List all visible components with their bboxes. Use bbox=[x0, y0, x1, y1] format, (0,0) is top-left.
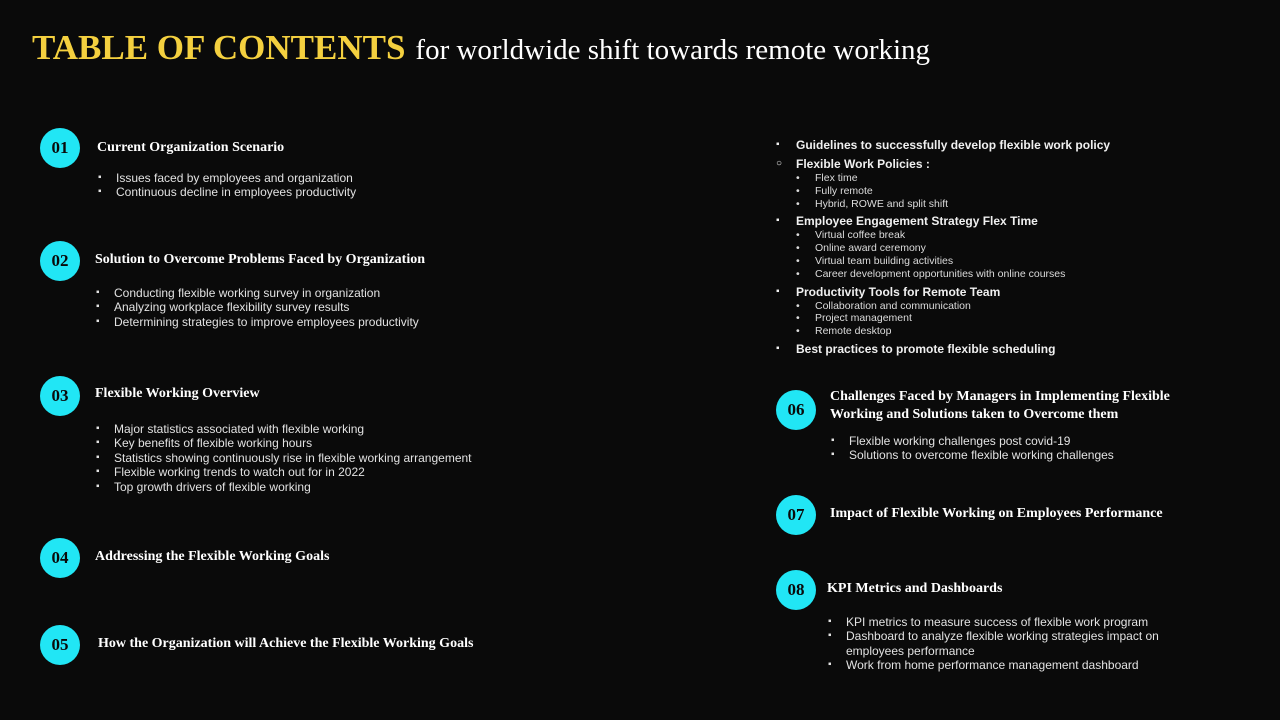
list-item: ▪ Key benefits of flexible working hours bbox=[96, 436, 472, 450]
section-number-01: 01 bbox=[40, 128, 80, 168]
outline-policies[interactable]: ○ Flexible Work Policies : bbox=[776, 157, 930, 171]
list-item: ▪ Flexible working trends to watch out for in 2022 bbox=[96, 465, 472, 479]
list-item: ▪ Work from home performance management dashboard bbox=[828, 658, 1168, 672]
list-item: • Remote desktop bbox=[815, 325, 1256, 338]
title-main: TABLE OF CONTENTS bbox=[32, 28, 406, 67]
section-number-07: 07 bbox=[776, 495, 816, 535]
list-item: ▪ Flexible working challenges post covid-19 bbox=[831, 434, 1114, 448]
list-item: ▪ Dashboard to analyze flexible working strategies impact on employees performance bbox=[828, 629, 1168, 658]
engagement-list bbox=[776, 229, 1256, 280]
section-heading-08[interactable]: KPI Metrics and Dashboards bbox=[827, 581, 1003, 596]
list-item: • Fully remote bbox=[815, 185, 1256, 198]
section-number-06: 06 bbox=[776, 390, 816, 430]
tools-list bbox=[776, 300, 1256, 338]
list-item: • Flex time bbox=[815, 172, 1256, 185]
list-item: ▪ Top growth drivers of flexible working bbox=[96, 480, 472, 494]
section-bullets-06 bbox=[831, 434, 1114, 463]
section-heading-05[interactable]: How the Organization will Achieve the Flexible Working Goals bbox=[98, 636, 474, 651]
list-item: ▪ Continuous decline in employees productivity bbox=[98, 185, 356, 199]
outline-best-practices[interactable]: ▪ Best practices to promote flexible scheduling bbox=[776, 341, 1056, 356]
section-number-08: 08 bbox=[776, 570, 816, 610]
section-bullets-01 bbox=[98, 171, 356, 200]
list-item: ▪ Issues faced by employees and organization bbox=[98, 171, 356, 185]
list-item: • Project management bbox=[815, 312, 1256, 325]
section-number-05: 05 bbox=[40, 625, 80, 665]
list-item: ▪ Conducting flexible working survey in organization bbox=[96, 286, 419, 300]
list-item: ▪ Statistics showing continuously rise in flexible working arrangement bbox=[96, 451, 472, 465]
section-heading-06[interactable]: Challenges Faced by Managers in Implementing Flexible Working and Solutions taken to Overcome them bbox=[830, 389, 1170, 422]
section-bullets-03 bbox=[96, 422, 472, 494]
list-item: ▪ Analyzing workplace flexibility survey results bbox=[96, 300, 419, 314]
list-item: • Virtual coffee break bbox=[815, 229, 1256, 242]
section-heading-02[interactable]: Solution to Overcome Problems Faced by Organization bbox=[95, 252, 426, 267]
policy-outline bbox=[776, 137, 1256, 357]
outline-engagement[interactable]: ▪ Employee Engagement Strategy Flex Time bbox=[776, 214, 1038, 229]
section-number-03: 03 bbox=[40, 376, 80, 416]
section-bullets-08 bbox=[828, 615, 1168, 673]
list-item: ▪ Major statistics associated with flexible working bbox=[96, 422, 472, 436]
section-heading-07[interactable]: Impact of Flexible Working on Employees Performance bbox=[830, 506, 1163, 521]
list-item: • Career development opportunities with online courses bbox=[815, 268, 1256, 281]
outline-guidelines[interactable]: ▪ Guidelines to successfully develop flexible work policy bbox=[776, 138, 1111, 152]
section-heading-03[interactable]: Flexible Working Overview bbox=[95, 386, 260, 401]
list-item: • Virtual team building activities bbox=[815, 255, 1256, 268]
list-item: • Collaboration and communication bbox=[815, 300, 1256, 313]
list-item: ▪ Solutions to overcome flexible working challenges bbox=[831, 448, 1114, 462]
section-number-02: 02 bbox=[40, 241, 80, 281]
list-item: ▪ Determining strategies to improve employees productivity bbox=[96, 315, 419, 329]
section-heading-01[interactable]: Current Organization Scenario bbox=[97, 140, 285, 155]
list-item: ▪ KPI metrics to measure success of flexible work program bbox=[828, 615, 1168, 629]
policies-list bbox=[776, 172, 1256, 210]
list-item: • Online award ceremony bbox=[815, 242, 1256, 255]
section-heading-04[interactable]: Addressing the Flexible Working Goals bbox=[95, 549, 330, 564]
list-item: • Hybrid, ROWE and split shift bbox=[815, 198, 1256, 211]
section-number-04: 04 bbox=[40, 538, 80, 578]
title-sub: for worldwide shift towards remote working bbox=[415, 34, 931, 66]
section-bullets-02 bbox=[96, 286, 419, 329]
page-title bbox=[32, 28, 930, 68]
outline-tools[interactable]: ▪ Productivity Tools for Remote Team bbox=[776, 284, 1001, 299]
